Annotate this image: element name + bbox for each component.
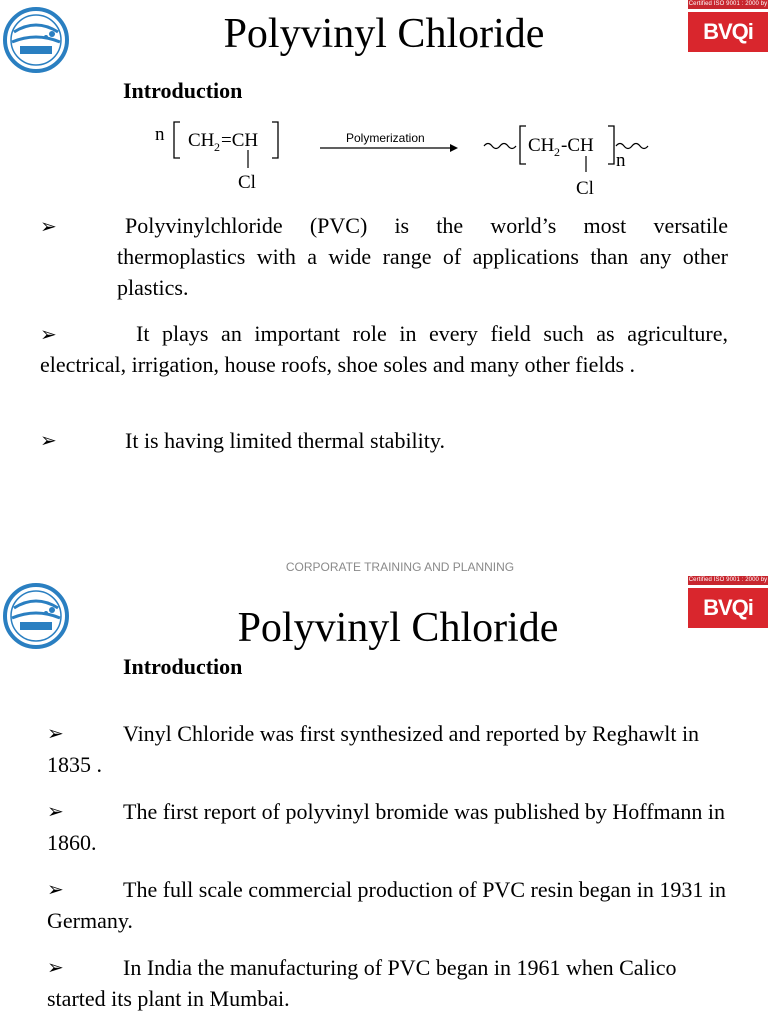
bullet-arrow-icon: ➢ <box>47 957 64 979</box>
bullet-text: The full scale commercial production of PVC resin began in 1931 in Germany. <box>47 877 727 933</box>
bullet-arrow-icon: ➢ <box>40 324 57 346</box>
polymerization-reaction <box>150 114 670 194</box>
bullet-arrow-icon: ➢ <box>47 801 64 823</box>
slide-title: Polyvinyl Chloride <box>237 605 559 651</box>
slide-title: Polyvinyl Chloride <box>223 11 545 57</box>
arrow-label: Polymerization <box>346 131 425 145</box>
polymer-cl: Cl <box>576 178 594 194</box>
polymer-subscript: 2 <box>554 145 560 159</box>
bvqi-logo: BVQi <box>703 595 753 620</box>
polymer-ch2: CH <box>528 135 555 156</box>
bullet-text: It is having limited thermal stability. <box>125 428 445 453</box>
slide-2 <box>0 576 768 1024</box>
bullet-text: It plays an important role in every field such as agriculture, electrical, irrigation, house roofs, shoe soles and many other fields . <box>40 321 728 377</box>
section-heading: Introduction <box>123 654 243 679</box>
cert-text: Certified ISO 9001 : 2000 by <box>688 577 768 583</box>
bullet-text: Polyvinylchloride (PVC) is the world’s most versatile thermoplastics with a wide range of applications than any other plastics. <box>117 213 728 300</box>
monomer-cl: Cl <box>238 172 256 193</box>
monomer-ch2: CH <box>188 130 215 151</box>
bvqi-logo: BVQi <box>703 19 753 44</box>
bullet-text: Vinyl Chloride was first synthesized and reported by Reghawlt in 1835 . <box>47 721 700 777</box>
bullet-arrow-icon: ➢ <box>47 723 64 745</box>
bullet-arrow-icon: ➢ <box>40 216 57 238</box>
monomer-ch: =CH <box>221 130 259 151</box>
monomer-subscript: 2 <box>214 140 220 154</box>
bullet-arrow-icon: ➢ <box>40 430 57 452</box>
section-heading: Introduction <box>123 78 243 103</box>
slide-footer: CORPORATE TRAINING AND PLANNING <box>285 560 515 574</box>
bullet-text: In India the manufacturing of PVC began in 1961 when Calico started its plant in Mumbai. <box>47 955 677 1011</box>
polymer-ch: -CH <box>561 135 594 156</box>
bullet-arrow-icon: ➢ <box>47 879 64 901</box>
bullet-text: The first report of polyvinyl bromide was published by Hoffmann in 1860. <box>47 799 726 855</box>
polymer-n: n <box>616 150 626 171</box>
cert-text: Certified ISO 9001 : 2000 by <box>688 1 768 7</box>
monomer-n: n <box>155 124 165 145</box>
